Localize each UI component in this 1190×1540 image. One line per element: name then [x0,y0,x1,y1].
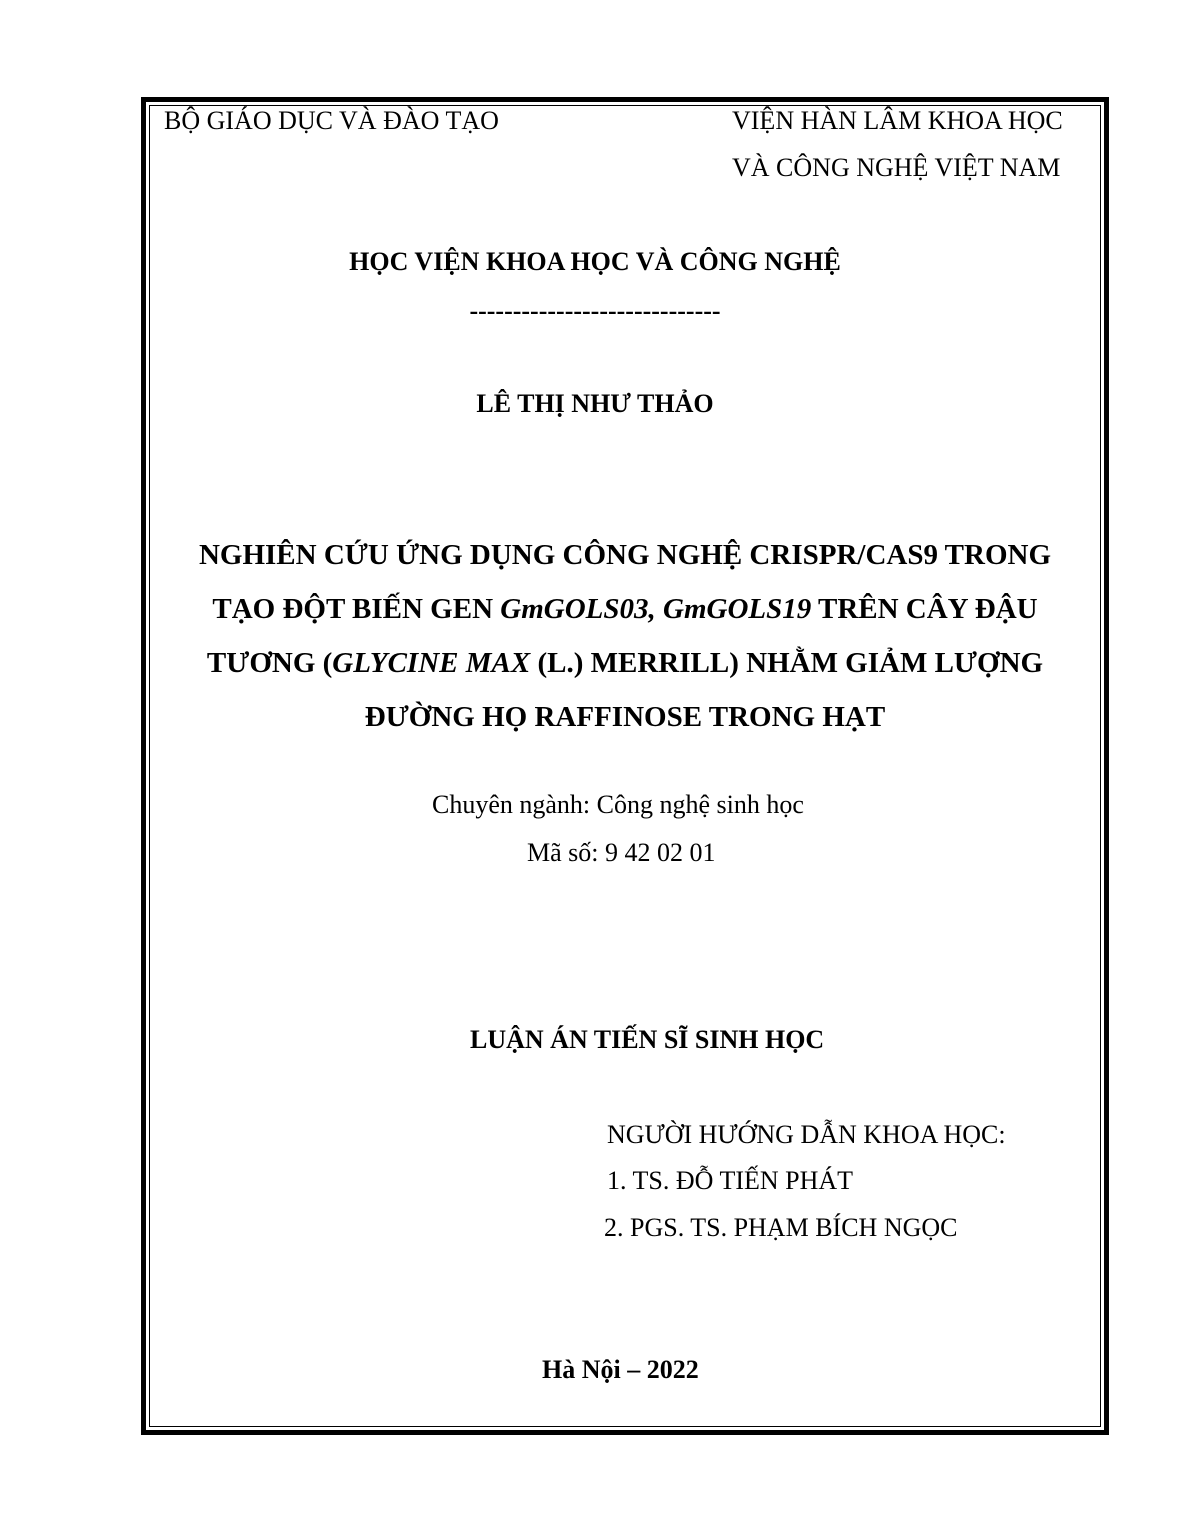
title-line-3: TƯƠNG (GLYCINE MAX (L.) MERRILL) NHẰM GIẢM LƯỢNG [206,647,1044,679]
gene-name-1: GmGOLS03, [500,593,656,625]
title-line-2: TẠO ĐỘT BIẾN GEN GmGOLS03, GmGOLS19 TRÊN CÂY ĐẬU [212,593,1038,625]
title-line-1: NGHIÊN CỨU ỨNG DỤNG CÔNG NGHỆ CRISPR/CAS9 TRONG [198,539,1052,571]
supervisor-1: 1. TS. ĐỖ TIẾN PHÁT [607,1166,854,1195]
institute-name: HỌC VIỆN KHOA HỌC VÀ CÔNG NGHỆ [349,247,841,276]
place-year: Hà Nội – 2022 [542,1355,699,1384]
academy-name-line2: VÀ CÔNG NGHỆ VIỆT NAM [732,153,1061,182]
gene-name-2: GmGOLS19 [663,593,812,625]
supervisors-heading: NGƯỜI HƯỚNG DẪN KHOA HỌC: [607,1120,1006,1149]
ministry-name: BỘ GIÁO DỤC VÀ ĐÀO TẠO [164,106,499,135]
specialty-code: Mã số: 9 42 02 01 [527,838,716,867]
thesis-title [160,528,1090,744]
separator-line: ----------------------------- [469,296,721,325]
title-line-4: ĐƯỜNG HỌ RAFFINOSE TRONG HẠT [364,701,886,733]
specialty-label: Chuyên ngành: Công nghệ sinh học [432,790,804,819]
degree-title: LUẬN ÁN TIẾN SĨ SINH HỌC [470,1025,825,1054]
species-name: GLYCINE MAX [332,647,531,679]
supervisor-2: 2. PGS. TS. PHẠM BÍCH NGỌC [604,1213,958,1242]
academy-name-line1: VIỆN HÀN LÂM KHOA HỌC [732,106,1063,135]
author-name: LÊ THỊ NHƯ THẢO [476,389,714,418]
